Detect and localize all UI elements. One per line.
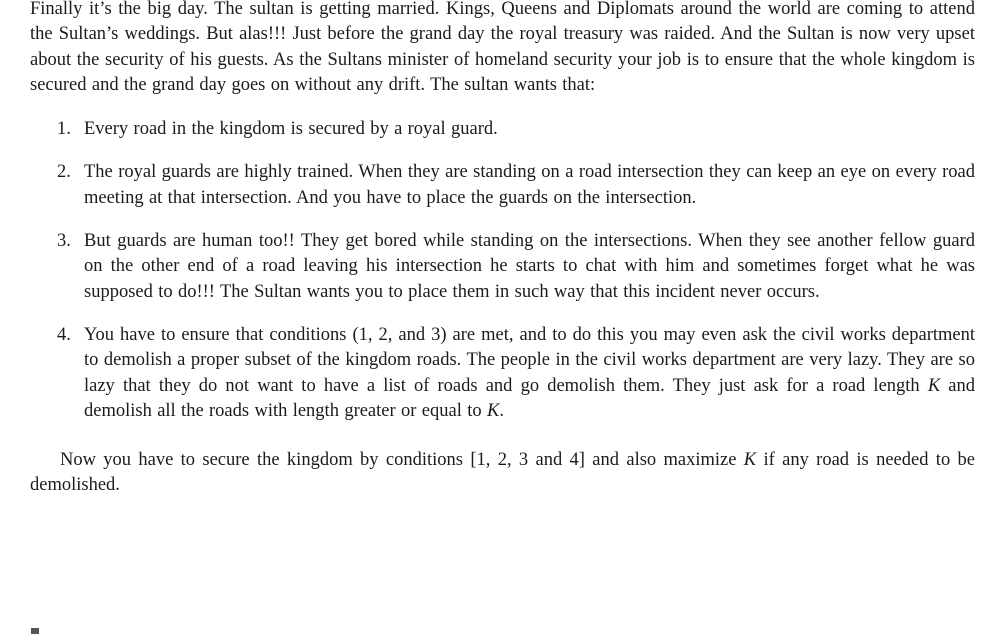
closing-paragraph: Now you have to secure the kingdom by conditions [1, 2, 3 and 4] and also maximize K if any road is needed to be demolished.	[30, 450, 975, 496]
list-item-number: 4.	[57, 324, 71, 345]
list-item-1	[30, 117, 975, 142]
cutoff-heading-fragment	[31, 628, 39, 634]
list-item-4	[30, 323, 975, 424]
list-item-text: Every road in the kingdom is secured by a royal guard.	[84, 119, 498, 140]
list-item-number: 3.	[57, 231, 71, 252]
list-item-number: 1.	[57, 119, 71, 140]
list-item-text: But guards are human too!! They get bored while standing on the intersections. When they see another fellow guard on the other end of a road leaving his intersection he starts to chat with him and sometimes forget what he was supposed to do!!! The Sultan wants you to place them in such way that this incident never occurs.	[84, 231, 975, 302]
conditions-list	[30, 117, 975, 424]
list-item-text: You have to ensure that conditions (1, 2, and 3) are met, and to do this you may even ask the civil works department to demolish a proper subset of the kingdom roads. The people in the civil works department are very lazy. They are so lazy that they do not want to have a list of roads and go demolish them. They just ask for a road length K and demolish all the roads with length greater or equal to K.	[84, 324, 975, 421]
list-item-number: 2.	[57, 162, 71, 183]
list-item-text: The royal guards are highly trained. When they are standing on a road intersection they can keep an eye on every road meeting at that intersection. And you have to place the guards on the intersection.	[84, 162, 975, 208]
intro-paragraph: Finally it’s the big day. The sultan is getting married. Kings, Queens and Diplomats around the world are coming to attend the Sultan’s weddings. But alas!!! Just before the grand day the royal treasury was raided. And the Sultan is now very upset about the security of his guests. As the Sultans minister of homeland security your job is to ensure that the whole kingdom is secured and the grand day goes on without any drift. The sultan wants that:	[30, 0, 975, 95]
list-item-3	[30, 229, 975, 305]
list-item-2	[30, 160, 975, 211]
